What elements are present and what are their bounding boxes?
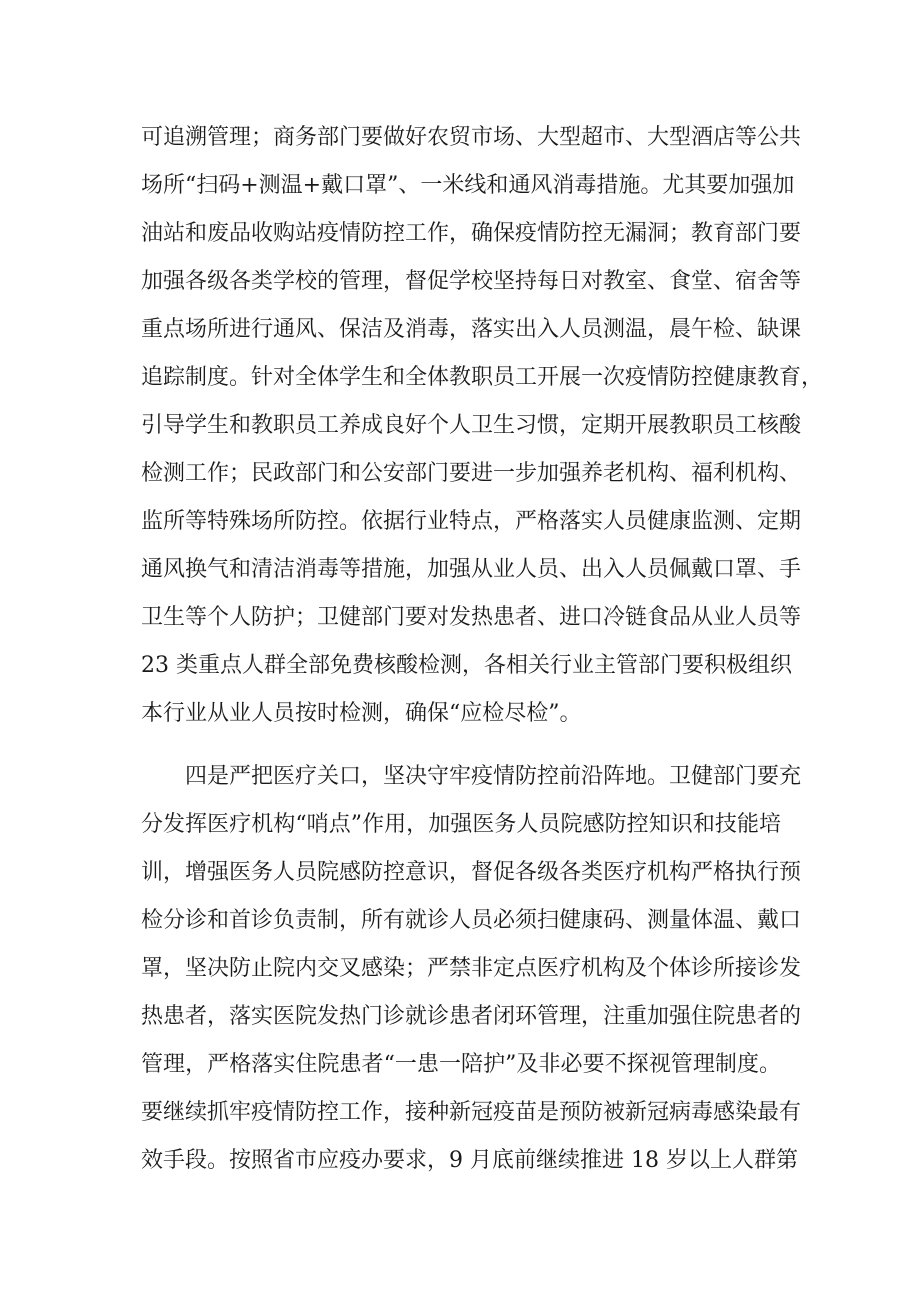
paragraph-2-line-4: 检分诊和首诊负责制，所有就诊人员必须扫健康码、测量体温、戴口	[141, 908, 802, 933]
paragraph-1-line-7: 引导学生和教职员工养成良好个人卫生习惯，定期开展教职员工核酸	[141, 413, 802, 438]
paragraph-1-line-2: 场所“扫码+测温+戴口罩”、一米线和通风消毒措施。尤其要加强加	[141, 173, 795, 198]
paragraph-2-line-1: 四是严把医疗关口，坚决守牢疫情防控前沿阵地。卫健部门要充	[185, 764, 802, 789]
paragraph-1-line-11: 卫生等个人防护；卫健部门要对发热患者、进口冷链食品从业人员等	[141, 605, 802, 630]
paragraph-1-line-8: 检测工作；民政部门和公安部门要进一步加强养老机构、福利机构、	[141, 461, 802, 486]
paragraph-1-line-12: 23 类重点人群全部免费核酸检测，各相关行业主管部门要积极组织	[141, 653, 792, 678]
paragraph-1-line-10: 通风换气和清洁消毒等措施，加强从业人员、出入人员佩戴口罩、手	[141, 557, 802, 582]
paragraph-2-line-9: 效手段。按照省市应疫办要求，9 月底前继续推进 18 岁以上人群第	[141, 1148, 798, 1173]
paragraph-2-line-2: 分发挥医疗机构“哨点”作用，加强医务人员院感防控知识和技能培	[141, 812, 781, 837]
paragraph-1-line-9: 监所等特殊场所防控。依据行业特点，严格落实人员健康监测、定期	[141, 509, 802, 534]
paragraph-1-line-3: 油站和废品收购站疫情防控工作，确保疫情防控无漏洞；教育部门要	[141, 221, 802, 246]
paragraph-2-line-7: 管理，严格落实住院患者“一患一陪护”及非必要不探视管理制度。	[141, 1052, 781, 1077]
paragraph-1-line-5: 重点场所进行通风、保洁及消毒，落实出入人员测温，晨午检、缺课	[141, 317, 802, 342]
paragraph-2-line-6: 热患者，落实医院发热门诊就诊患者闭环管理，注重加强住院患者的	[141, 1004, 802, 1029]
paragraph-2-line-5: 罩，坚决防止院内交叉感染；严禁非定点医疗机构及个体诊所接诊发	[141, 956, 802, 981]
paragraph-1-line-1: 可追溯管理；商务部门要做好农贸市场、大型超市、大型酒店等公共	[141, 125, 802, 150]
paragraph-2-line-3: 训，增强医务人员院感防控意识，督促各级各类医疗机构严格执行预	[141, 860, 802, 885]
paragraph-1-line-6: 追踪制度。针对全体学生和全体教职员工开展一次疫情防控健康教育，	[141, 365, 824, 390]
paragraph-2-line-8: 要继续抓牢疫情防控工作，接种新冠疫苗是预防被新冠病毒感染最有	[141, 1100, 802, 1125]
paragraph-1-line-4: 加强各级各类学校的管理，督促学校坚持每日对教室、食堂、宿舍等	[141, 269, 802, 294]
paragraph-1-line-13: 本行业从业人员按时检测，确保“应检尽检”。	[141, 701, 582, 726]
